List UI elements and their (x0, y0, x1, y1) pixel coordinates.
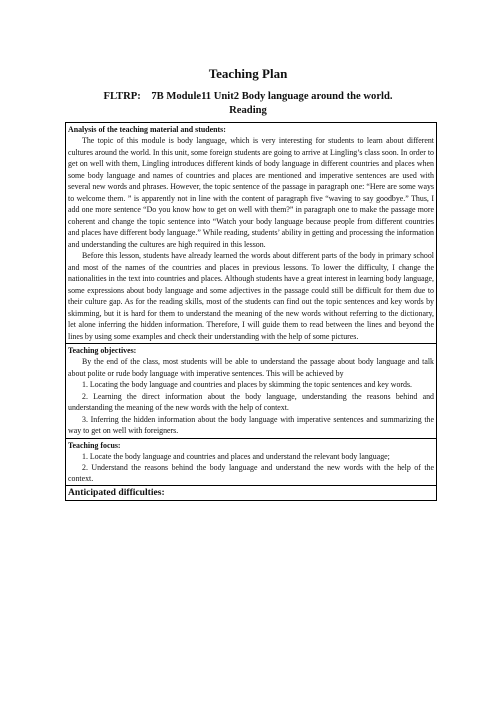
analysis-paragraph: The topic of this module is body language, which is very interesting for students to learn about different cultures around the world. In this unit, some foreign students are going to arrive at Lingling’s class soon. In order to get on well with them, Lingling introduces different kinds of body language in different countries and places when some body language and names of countries and places are mentioned and imperative sentences are used with several new words and phrases. However, the topic sentence of the passage in paragraph one: “Here are some ways to welcome them. ” is apparently not in line with the content of paragraph five “waving to say goodbye.” Thus, I add one more sentence “Do you know how to get on well with them?” in paragraph one to make the passage more coherent and change the topic sentence into “Watch your body language because people from different countries and places have different body language.” While reading, students’ ability in getting and processing the information and understanding the cultures are high required in this lesson. (68, 136, 434, 249)
focus-row (66, 438, 437, 486)
objective-item: 2. Learning the direct information about the body language, understanding the reasons behind and understanding the meaning of the new words with the help of context. (68, 391, 434, 412)
objectives-paragraph: By the end of the class, most students will be able to understand the passage about body language and talk about polite or rude body language with imperative sentences. This will be achieved by (68, 357, 434, 378)
subtitle-line-2: Reading (229, 105, 267, 116)
difficulties-row (66, 486, 437, 501)
analysis-paragraph: Before this lesson, students have already learned the words about different parts of the body in primary school and most of the names of the countries and places in previous lessons. To lower the difficulty, I change the nationalities in the text into countries and places. Although students have a great interest in learning body language, some expressions about body language and some adjectives in the passage could still be difficult for them due to their culture gap. As for the reading skills, most of the students can find out the topic sentences and key words by skimming, but it is hard for them to understand the meaning of the new words without referring to the dictionary, let alone inferring the hidden information. Therefore, I will guide them to read between the lines and beyond the lines by using some examples and check their understanding with the help of some pictures. (68, 251, 434, 341)
focus-item: 2. Understand the reasons behind the body language and understand the new words with the help of the context. (68, 462, 434, 483)
objectives-row (66, 344, 437, 439)
difficulties-heading: Anticipated difficulties: (68, 487, 165, 499)
objectives-cell (66, 344, 437, 439)
objective-item: 1. Locating the body language and countries and places by skimming the topic sentences and key words. (82, 380, 413, 389)
page-title: Teaching Plan (208, 66, 288, 81)
focus-cell (66, 438, 437, 486)
page-subtitle (0, 90, 496, 118)
analysis-cell (66, 123, 437, 344)
analysis-heading: Analysis of the teaching material and students: (68, 125, 226, 134)
teaching-plan-table (65, 122, 437, 501)
focus-heading: Teaching focus: (68, 440, 121, 450)
subtitle-line-1: FLTRP: 7B Module11 Unit2 Body language around the world. (103, 91, 393, 102)
difficulties-cell (66, 486, 437, 501)
objective-item: 3. Inferring the hidden information about the body language with imperative sentences and summarizing the way to get on well with foreigners. (68, 414, 434, 435)
objectives-heading: Teaching objectives: (68, 346, 137, 355)
analysis-row (66, 123, 437, 344)
focus-item: 1. Locate the body language and countries and places and understand the relevant body language; (82, 451, 390, 461)
